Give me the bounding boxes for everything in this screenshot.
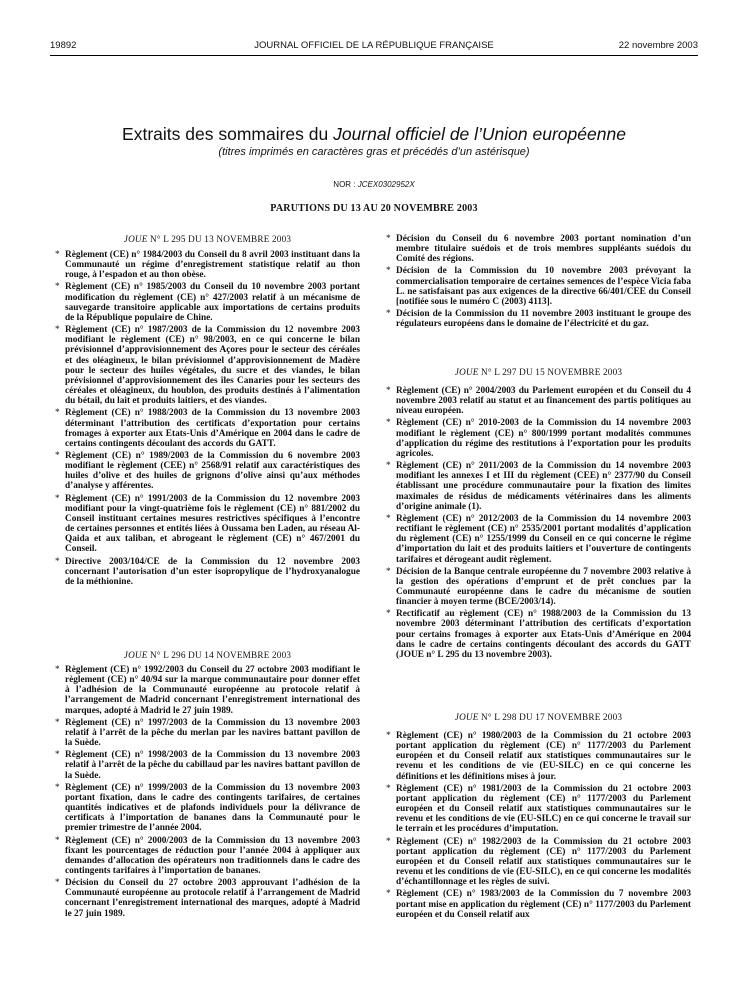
asterisk-marker: *: [386, 309, 391, 320]
summary-item: [386, 567, 691, 608]
section-head-l295: [55, 234, 360, 244]
section-journal: JOUE: [454, 712, 479, 722]
summary-item: [55, 451, 360, 492]
summary-item-text: Règlement (CE) n° 1980/2003 de la Commission du 21 octobre 2003 portant application du règlement (CE) n° 1177/2003 du Parlement européen et du Conseil relatif aux statistiques communautaires sur le revenu et les conditions de vie (EU-SILC) en ce qui concerne les définitions et les définitions mises à jour.: [396, 731, 691, 782]
summary-item-text: Règlement (CE) n° 2011/2003 de la Commission du 14 novembre 2003 modifiant les annexes I et III du règlement (CEE) n° 2377/90 du Conseil établissant une procédure communautaire pour la fixation des limites maximales de résidus de médicaments vétérinaires dans les aliments d’origine animale (1).: [396, 461, 691, 512]
header-rule: [50, 55, 698, 56]
asterisk-marker: *: [55, 556, 60, 567]
asterisk-marker: *: [386, 461, 391, 472]
title-prefix: Extraits des sommaires du: [122, 124, 334, 144]
section-journal: JOUE: [454, 367, 479, 377]
summary-item-text: Décision de la Commission du 10 novembre 2003 prévoyant la commercialisation temporaire de certaines semences de l’espèce Vicia faba L. ne satisfaisant pas aux exigences de la directive 66/401/CEE du Conseil [notifiée sous le numéro C (2003) 4113].: [396, 266, 692, 307]
asterisk-marker: *: [386, 234, 391, 244]
summary-item: [55, 557, 360, 587]
section-head-l296: [55, 650, 360, 660]
summary-item: [386, 234, 691, 264]
asterisk-marker: *: [55, 250, 60, 260]
item-list-l296: [55, 665, 360, 921]
asterisk-marker: *: [386, 609, 391, 620]
summary-item: [386, 418, 691, 459]
summary-item: [386, 461, 691, 512]
summary-item-text: Règlement (CE) n° 1998/2003 de la Commission du 13 novembre 2003 relatif à l’arrêt de la pêche du cabillaud par les navires battant pavillon de la Suède.: [65, 750, 360, 781]
summary-item-text: Règlement (CE) n° 1989/2003 de la Commission du 6 novembre 2003 modifiant le règlement (CEE) n° 2568/91 relatif aux caractéristiques des huiles d’olive et des huiles de grignons d’olive ainsi qu’aux méthodes d’analyse y afférentes.: [65, 450, 360, 492]
page-title: [0, 124, 748, 145]
asterisk-marker: *: [386, 731, 391, 741]
summary-item: [55, 325, 360, 406]
asterisk-marker: *: [386, 386, 391, 396]
item-list-l297: [386, 386, 691, 662]
item-list-l298: [386, 731, 691, 922]
summary-item-text: Directive 2003/104/CE de la Commission du 12 novembre 2003 concernant l’autorisation d’un ester isopropylique de l’hydroxyanalogue de la méthionine.: [65, 556, 360, 587]
summary-item-text: Décision du Conseil du 27 octobre 2003 approuvant l’adhésion de la Communauté européenne au protocole relatif à l’arrangement de Madrid concernant l’enregistrement international des marques, adopté à Madrid le 27 juin 1989.: [65, 878, 360, 919]
summary-item: [55, 494, 360, 555]
summary-item: [386, 266, 691, 307]
section-ref: N° L 296 DU 14 NOVEMBRE 2003: [147, 650, 292, 660]
asterisk-marker: *: [55, 282, 60, 293]
asterisk-marker: *: [386, 266, 391, 277]
nor-code: JCEX0302952X: [357, 180, 415, 189]
title-journal: Journal officiel de l’Union européenne: [333, 124, 626, 144]
parutions-heading: PARUTIONS DU 13 AU 20 NOVEMBRE 2003: [270, 203, 478, 214]
summary-item: [386, 514, 691, 565]
summary-item-text: Règlement (CE) n° 1999/2003 de la Commission du 13 novembre 2003 portant fixation, dans le cadre des contingents tarifaires, de certaines quantités indicatives et de plafonds individuels pour la délivrance de certificats à l’importation de bananes dans la Communauté pour le premier trimestre de l’année 2004.: [65, 782, 360, 834]
journal-name: JOURNAL OFFICIEL DE LA RÉPUBLIQUE FRANÇAISE: [254, 40, 494, 51]
asterisk-marker: *: [386, 566, 391, 577]
summary-item-text: Règlement (CE) n° 2004/2003 du Parlement européen et du Conseil du 4 novembre 2003 relatif au statut et au financement des partis politiques au niveau européen.: [396, 386, 691, 417]
summary-item-text: Règlement (CE) n° 1983/2003 de la Commission du 7 novembre 2003 portant mise en application du règlement (CE) n° 1177/2003 du Parlement européen et du Conseil relatif aux: [396, 889, 691, 920]
summary-item: [386, 889, 691, 919]
section-journal: JOUE: [123, 650, 148, 660]
summary-item-text: Règlement (CE) n° 1985/2003 du Conseil du 10 novembre 2003 portant modification du règlement (CE) n° 427/2003 relatif à un mécanisme de sauvegarde transitoire applicable aux importations de certains produits de la République populaire de Chine.: [65, 282, 360, 323]
summary-item-text: Décision de la Banque centrale européenne du 7 novembre 2003 relative à la gestion des opérations d’emprunt et de prêt conclues par la Communauté européenne dans le cadre du mécanisme de soutien financier à moyen terme (BCE/2003/14).: [396, 566, 691, 608]
asterisk-marker: *: [386, 783, 391, 794]
asterisk-marker: *: [55, 665, 60, 675]
summary-item-text: Règlement (CE) n° 2010-2003 de la Commission du 14 novembre 2003 modifiant le règlement (CE) n° 800/1999 portant modalités communes d’application du régime des restitutions à l’exportation pour les produits agricoles.: [396, 418, 691, 459]
asterisk-marker: *: [55, 493, 60, 504]
summary-item-text: Règlement (CE) n° 1988/2003 de la Commission du 13 novembre 2003 déterminant l’attribution des certificats d’exportation pour certains fromages à exporter aux Etats-Unis d’Amérique en 2004 dans le cadre de certains contingents découlant des accords du GATT.: [65, 408, 360, 449]
item-list-l295: [55, 250, 360, 589]
asterisk-marker: *: [55, 450, 60, 461]
page-subtitle: (titres imprimés en caractères gras et précédés d’un astérisque): [218, 146, 530, 158]
asterisk-marker: *: [55, 835, 60, 846]
summary-item: [386, 309, 691, 329]
asterisk-marker: *: [55, 408, 60, 419]
summary-item: [55, 836, 360, 877]
section-ref: N° L 298 DU 17 NOVEMBRE 2003: [478, 712, 623, 722]
asterisk-marker: *: [386, 513, 391, 524]
asterisk-marker: *: [55, 750, 60, 761]
section-ref: N° L 297 DU 15 NOVEMBRE 2003: [478, 367, 623, 377]
summary-item-text: Règlement (CE) n° 1981/2003 de la Commission du 21 octobre 2003 portant application du règlement (CE) n° 1177/2003 du Parlement européen et du Conseil relatif aux statistiques communautaires sur le revenu et les conditions de vie (EU-SILC) en ce qui concerne le travail sur le terrain et les procédures d’imputation.: [396, 783, 691, 835]
summary-item: [55, 718, 360, 748]
asterisk-marker: *: [55, 325, 60, 336]
asterisk-marker: *: [386, 836, 391, 847]
asterisk-marker: *: [386, 889, 391, 900]
section-head-l297: [386, 367, 691, 377]
asterisk-marker: *: [55, 878, 60, 889]
summary-item: [386, 784, 691, 835]
summary-item: [386, 731, 691, 782]
summary-item: [55, 282, 360, 323]
summary-item-text: Rectificatif au règlement (CE) n° 1988/2003 de la Commission du 13 novembre 2003 déterminant l’attribution des certificats d’exportation pour certains fromages à exporter aux Etats-Unis d’Amérique en 2004 dans le cadre de certains contingents découlant des accords du GATT (JOUE n° L 295 du 13 novembre 2003).: [396, 609, 691, 660]
summary-item-text: Règlement (CE) n° 2000/2003 de la Commission du 13 novembre 2003 fixant les pourcentages de réduction pour l’année 2004 à appliquer aux demandes d’allocation des opérateurs non traditionnels dans le cadre des contingents tarifaires à l’importation de bananes.: [65, 835, 360, 876]
asterisk-marker: *: [55, 717, 60, 728]
issue-date: 22 novembre 2003: [618, 40, 698, 51]
item-list-l296-continued: [386, 234, 691, 331]
summary-item: [55, 408, 360, 449]
summary-item: [55, 783, 360, 834]
summary-item-text: Règlement (CE) n° 1992/2003 du Conseil du 27 octobre 2003 modifiant le règlement (CE) n° 40/94 sur la marque communautaire pour donner effet à l’adhésion de la Communauté européenne au protocole relatif à l’arrangement de Madrid concernant l’enregistrement international des marques, adopté à Madrid le 27 juin 1989.: [65, 665, 360, 716]
summary-item-text: Règlement (CE) n° 2012/2003 de la Commission du 14 novembre 2003 rectifiant le règlement (CE) n° 2535/2001 portant modalités d’application du règlement (CE) n° 1255/1999 du Conseil en ce qui concerne le régime d’importation du lait et des produits laitiers et l’ouverture de contingents tarifaires et dérogeant audit règlement.: [396, 513, 691, 565]
asterisk-marker: *: [55, 782, 60, 793]
summary-item: [55, 878, 360, 919]
summary-item: [55, 250, 360, 280]
summary-item-text: Règlement (CE) n° 1987/2003 de la Commission du 12 novembre 2003 modifiant le règlement (CE) n° 98/2003, en ce qui concerne le bilan prévisionnel d’approvisionnement des Açores pour le secteur des céréales et des oléagineux, le bilan prévisionnel d’approvisionnement de Madère pour le secteur des huiles végétales, du sucre et des viandes, le bilan prévisionnel d’approvisionnement des îles Canaries pour les secteurs des céréales et oléagineux, du houblon, des produits destinés à l’alimentation du bétail, du lait et produits laitiers, et des viandes.: [65, 325, 360, 407]
section-journal: JOUE: [123, 234, 148, 244]
summary-item-text: Décision du Conseil du 6 novembre 2003 portant nomination d’un membre titulaire suédois et de trois membres suppléants suédois du Comité des régions.: [396, 234, 691, 265]
summary-item-text: Règlement (CE) n° 1997/2003 de la Commission du 13 novembre 2003 relatif à l’arrêt de la pêche du merlan par les navires battant pavillon de la Suède.: [65, 717, 360, 749]
section-head-l298: [386, 712, 691, 722]
page-number: 19892: [50, 40, 77, 51]
summary-item-text: Règlement (CE) n° 1991/2003 de la Commission du 12 novembre 2003 modifiant pour la vingt-quatrième fois le règlement (CE) n° 881/2002 du Conseil instituant certaines mesures restrictives spécifiques à l’encontre de certaines personnes et entités liées à Oussama ben Laden, au réseau Al-Qaida et aux taliban, et abrogeant le règlement (CE) n° 467/2001 du Conseil.: [65, 493, 360, 555]
summary-item: [55, 750, 360, 780]
summary-item-text: Règlement (CE) n° 1984/2003 du Conseil du 8 avril 2003 instituant dans la Communauté un régime d’enregistrement statistique relatif au thon rouge, à l’espadon et au thon obèse.: [65, 250, 360, 281]
nor-reference: [0, 180, 748, 189]
summary-item: [386, 609, 691, 660]
nor-label: NOR :: [333, 180, 358, 189]
summary-item: [55, 665, 360, 716]
asterisk-marker: *: [386, 418, 391, 429]
summary-item: [386, 386, 691, 416]
summary-item-text: Règlement (CE) n° 1982/2003 de la Commission du 21 octobre 2003 portant application du règlement (CE) n° 1177/2003 du Parlement européen et du Conseil relatif aux statistiques communautaires sur le revenu et les conditions de vie (EU-SILC), en ce qui concerne les modalités d’échantillonnage et les règles de suivi.: [396, 836, 691, 888]
summary-item-text: Décision de la Commission du 11 novembre 2003 instituant le groupe des régulateurs européens dans le domaine de l’électricité et du gaz.: [396, 309, 691, 330]
summary-item: [386, 837, 691, 888]
section-ref: N° L 295 DU 13 NOVEMBRE 2003: [147, 234, 292, 244]
